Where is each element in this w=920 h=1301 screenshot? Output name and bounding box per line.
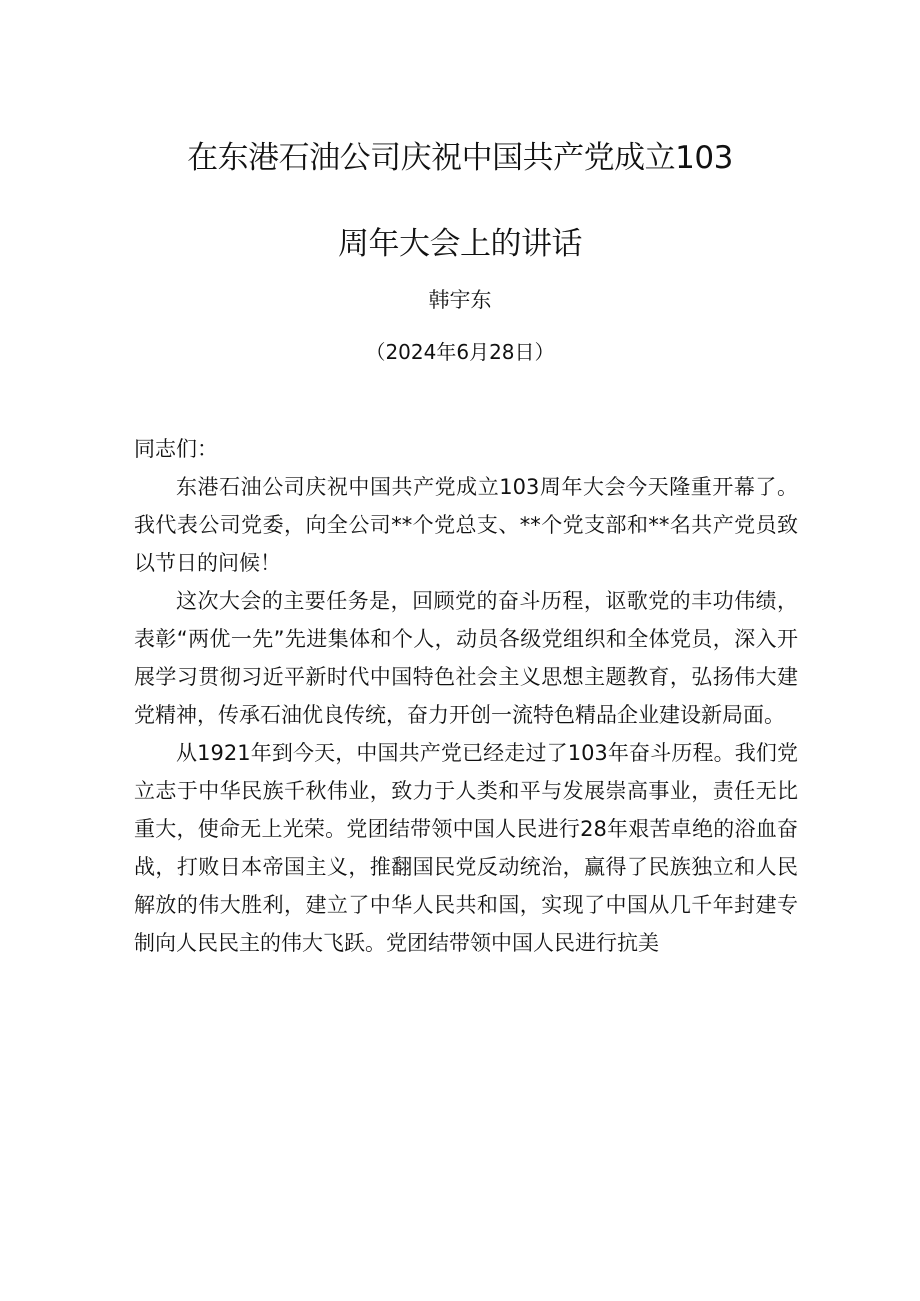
salutation: 同志们： bbox=[134, 437, 218, 461]
speech-body bbox=[134, 430, 798, 962]
paragraph-history: 从1921年到今天，中国共产党已经走过了103年奋斗历程。我们党立志于中华民族千秋伟业，致力于人类和平与发展崇高事业，责任无比重大，使命无上光荣。党团结带领中国人民进行28年艰苦卓绝的浴血奋战，打败日本帝国主义，推翻国民党反动统治，赢得了民族独立和人民解放的伟大胜利，建立了中华人民共和国，实现了中国从几千年封建专制向人民民主的伟大飞跃。党团结带领中国人民进行抗美 bbox=[134, 741, 798, 955]
speech-date: （2024年6月28日） bbox=[365, 340, 555, 364]
speaker-name: 韩宇东 bbox=[428, 288, 492, 312]
document-title-line-1: 在东港石油公司庆祝中国共产党成立103 bbox=[187, 140, 733, 176]
paragraph-tasks: 这次大会的主要任务是，回顾党的奋斗历程，讴歌党的丰功伟绩，表彰“两优一先”先进集体和个人，动员各级党组织和全体党员，深入开展学习贯彻习近平新时代中国特色社会主义思想主题教育，弘扬伟大建党精神，传承石油优良传统，奋力开创一流特色精品企业建设新局面。 bbox=[134, 589, 798, 727]
document-title-line-2: 周年大会上的讲话 bbox=[338, 226, 582, 262]
paragraph-opening: 东港石油公司庆祝中国共产党成立103周年大会今天隆重开幕了。我代表公司党委，向全公司**个党总支、**个党支部和**名共产党员致以节日的问候！ bbox=[134, 475, 798, 575]
